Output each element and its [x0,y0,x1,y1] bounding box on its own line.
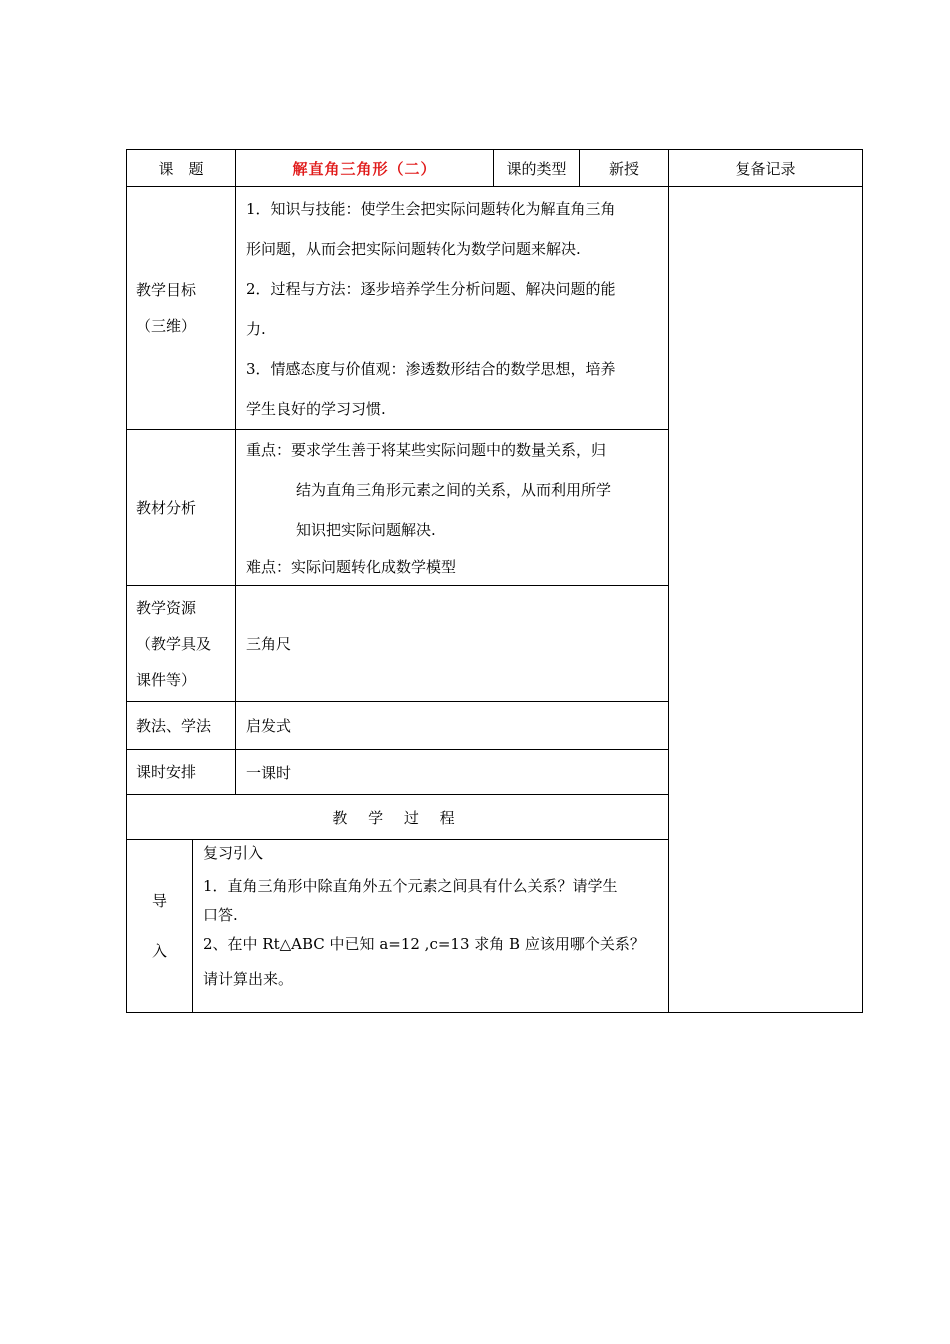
intro-line: 口答. [203,906,238,924]
lesson-type-label: 课的类型 [494,150,580,187]
objective-line: 1．知识与技能：使学生会把实际问题转化为解直角三角 [246,200,616,218]
schedule-label: 课时安排 [127,750,236,795]
key-point-line: 重点：要求学生善于将某些实际问题中的数量关系，归 [246,441,607,459]
objective-line: 形问题，从而会把实际问题转化为数学问题来解决. [246,240,581,258]
objectives-label-line1: 教学目标 [136,281,197,299]
objectives-row [127,187,863,430]
analysis-label: 教材分析 [127,430,236,586]
schedule-value: 一课时 [236,750,669,795]
intro-line: 请计算出来。 [203,970,294,988]
objective-line: 学生良好的学习习惯. [246,400,386,418]
intro-heading: 复习引入 [203,844,264,862]
resources-value: 三角尺 [236,586,669,702]
objective-line: 2．过程与方法：逐步培养学生分析问题、解决问题的能 [246,280,616,298]
lesson-plan-table [126,149,863,1013]
method-value: 启发式 [236,702,669,750]
intro-line: 2、在中 Rt△ABC 中已知 a=12 ,c=13 求角 B 应该用哪个关系？ [203,935,645,953]
key-point-line: 知识把实际问题解决. [296,521,436,539]
header-row [127,150,863,187]
method-label: 教法、学法 [127,702,236,750]
intro-label-char: 导 [151,892,167,910]
objective-line: 力. [246,320,266,338]
resources-label [127,586,236,702]
topic-title: 解直角三角形（二） [236,150,494,187]
resources-label-line3: 课件等） [136,670,197,689]
intro-content [193,840,669,1013]
intro-label-char: 入 [151,942,167,960]
objectives-label-line2: （三维） [136,317,197,335]
lesson-type-value: 新授 [580,150,669,187]
objectives-content [236,187,669,430]
process-title: 教 学 过 程 [127,795,669,840]
intro-line: 1．直角三角形中除直角外五个元素之间具有什么关系？请学生 [203,877,618,895]
objective-line: 3．情感态度与价值观：渗透数形结合的数学思想，培养 [246,360,616,378]
difficulty-line: 难点：实际问题转化成数学模型 [246,558,457,576]
topic-label: 课 题 [127,150,236,187]
intro-label [127,840,193,1013]
notes-label: 复备记录 [669,150,863,187]
key-point-line: 结为直角三角形元素之间的关系，从而利用所学 [296,481,612,499]
resources-label-line2: （教学具及 [136,634,212,653]
analysis-content [236,430,669,586]
objectives-label [127,187,236,430]
notes-column [669,187,863,1013]
resources-label-line1: 教学资源 [136,598,197,617]
